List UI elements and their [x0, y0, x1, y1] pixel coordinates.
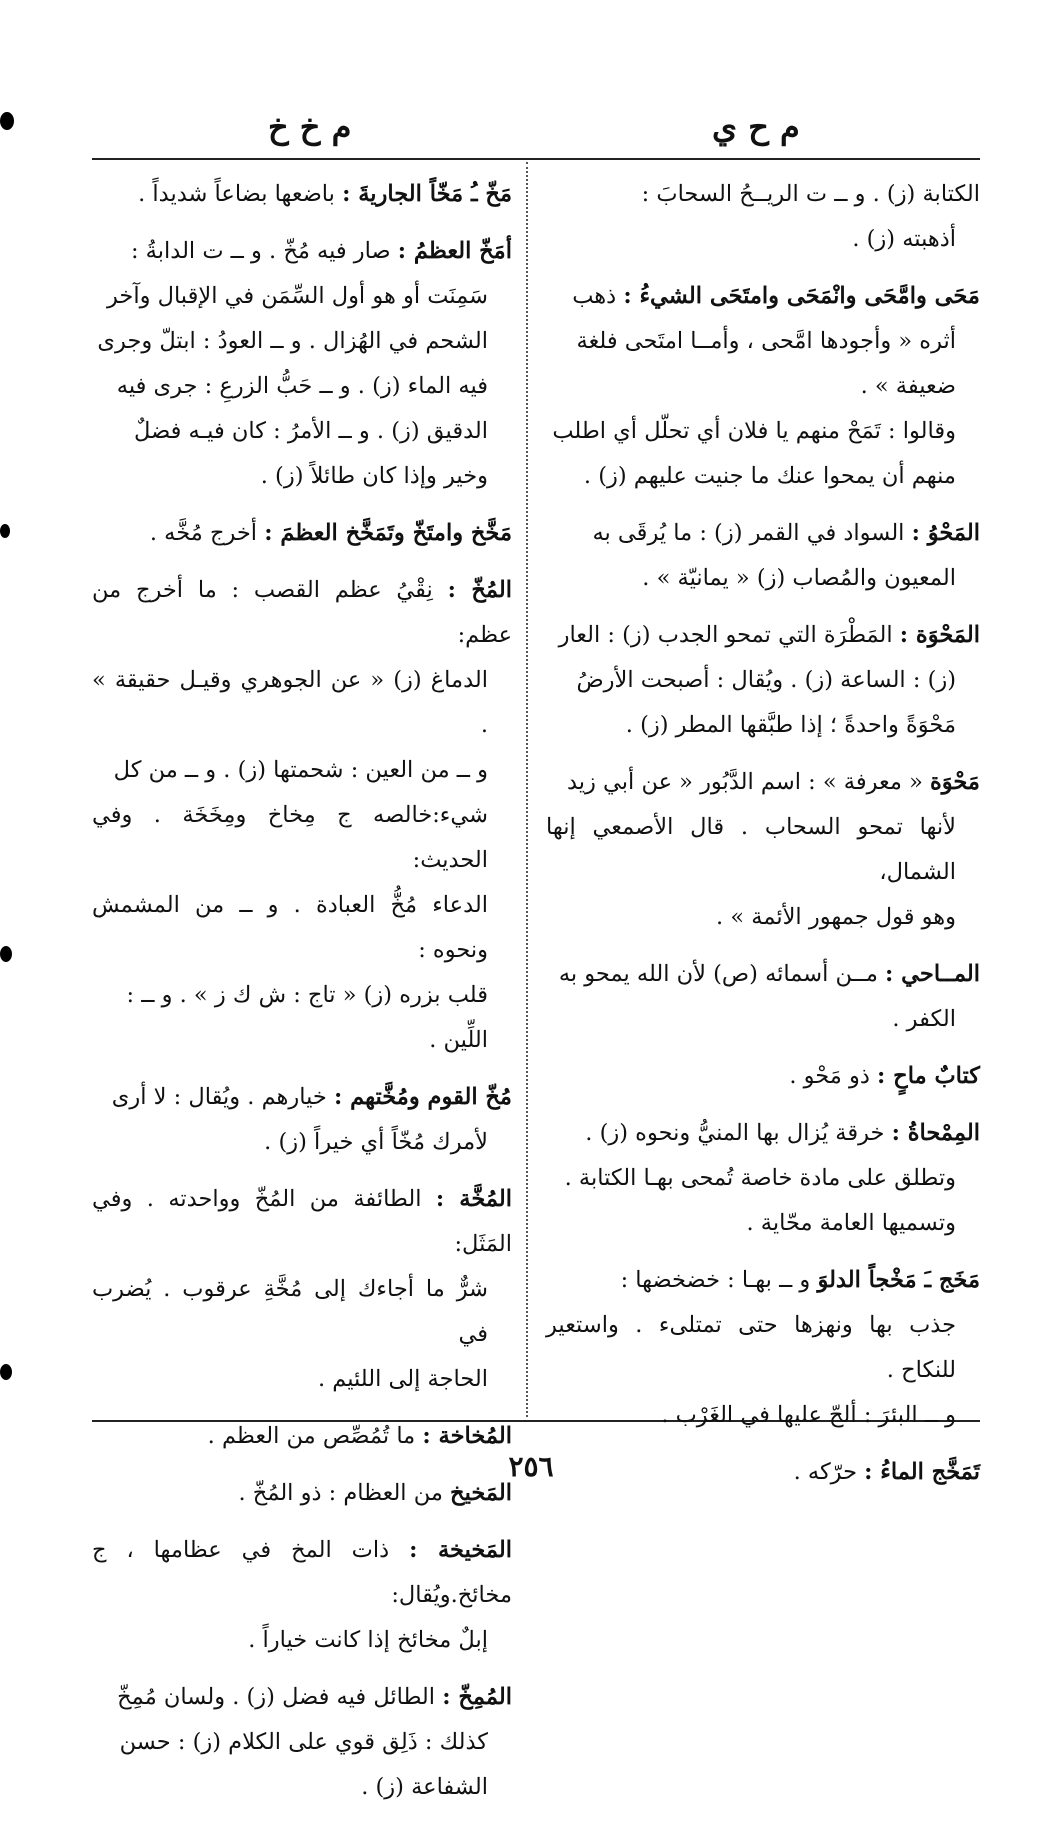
headword: مَخَّخ وامتَخّ وتَمَخَّخ العظمَ : — [264, 520, 512, 546]
definition-text: مــن أسمائه (ص) لأن الله يمحو به — [558, 961, 878, 987]
entry-line — [546, 760, 980, 805]
headword: أمَخّ العظمُ : — [397, 238, 512, 264]
dictionary-entry — [546, 760, 980, 940]
entry-line — [546, 658, 980, 703]
scan-mark-2 — [0, 524, 10, 538]
entry-line — [546, 895, 980, 940]
definition-text: لأمرك مُخّاً أي خيراً (ز) . — [264, 1129, 488, 1155]
headword: المَخيخة : — [409, 1537, 513, 1563]
headword: المَخيخ — [450, 1480, 512, 1506]
entry-line — [546, 1201, 980, 1246]
entry-line — [92, 973, 512, 1018]
dictionary-entry — [546, 952, 980, 1042]
dictionary-entry — [92, 1075, 512, 1165]
entry-line — [546, 364, 980, 409]
definition-text: اللِّين . — [429, 1027, 488, 1053]
dictionary-entry — [92, 568, 512, 1063]
headword: المُخَّة : — [435, 1186, 512, 1212]
entry-line — [92, 1120, 512, 1165]
dictionary-entry — [92, 1528, 512, 1663]
dictionary-entry — [546, 274, 980, 499]
entry-line — [546, 952, 980, 997]
definition-text: و ــ بهـا : خضخضها : — [620, 1267, 811, 1293]
dictionary-entry — [546, 613, 980, 748]
dictionary-entry — [92, 1177, 512, 1402]
left-column — [92, 172, 512, 1822]
entry-line — [92, 658, 512, 748]
headword: مَحَى وامَّحَى وانْمَحَى وامتَحَى الشيءُ : — [623, 283, 980, 309]
entry-line — [92, 568, 512, 658]
entry-line — [546, 454, 980, 499]
dictionary-entry — [92, 511, 512, 556]
entry-line — [92, 1177, 512, 1267]
entry-line — [546, 805, 980, 895]
definition-text: فيه الماء (ز) . و ــ حَبُّ الزرعِ : جرى فيه — [116, 373, 488, 399]
dictionary-entry — [546, 511, 980, 601]
definition-text: المَطْرَة التي تمحو الجدب (ز) : العار — [558, 622, 893, 648]
headword: كتابٌ ماحٍ : — [877, 1063, 980, 1089]
entry-line — [92, 454, 512, 499]
entry-line — [92, 1075, 512, 1120]
entry-line — [546, 556, 980, 601]
header-right-root: م ح ي — [712, 108, 800, 146]
entry-line — [92, 1357, 512, 1402]
dictionary-entry — [92, 172, 512, 217]
entry-line — [546, 274, 980, 319]
definition-text: الشحم في الهُزال . و ــ العودُ : ابتلّ وجرى — [97, 328, 488, 354]
scan-mark-1 — [0, 112, 14, 130]
scan-mark-3 — [0, 946, 12, 962]
headword: مَخّ ـُ مَخّاً الجاريةَ : — [342, 181, 512, 207]
entry-line — [546, 1111, 980, 1156]
entry-line — [546, 1393, 980, 1438]
entry-line — [92, 1267, 512, 1357]
definition-text: شرٌّ ما أجاءك إلى مُخَّةِ عرقوب . يُضرب في — [92, 1276, 488, 1347]
entry-line — [546, 703, 980, 748]
dictionary-entry — [546, 1258, 980, 1438]
definition-text: السواد في القمر (ز) : ما يُرقَى به — [592, 520, 905, 546]
entry-line — [546, 1156, 980, 1201]
entry-line — [92, 229, 512, 274]
entry-line — [546, 511, 980, 556]
entry-line — [92, 172, 512, 217]
entry-line — [92, 274, 512, 319]
entry-line — [546, 1054, 980, 1099]
entry-line — [92, 1528, 512, 1618]
headword: المُخاخة : — [422, 1423, 512, 1449]
entry-line — [92, 1675, 512, 1720]
top-rule — [92, 158, 980, 160]
definition-text: كذلك : ذَلِق قوي على الكلام (ز) : حسن — [119, 1729, 488, 1755]
headword: مَخَج ـَ مَخْجاً الدلوَ — [817, 1267, 980, 1293]
definition-text: (ز) : الساعة (ز) . ويُقال : أصبحت الأرضُ — [576, 667, 956, 693]
column-divider — [526, 162, 528, 1417]
definition-text: أذهبته (ز) . — [852, 226, 956, 252]
definition-text: من العظام : ذو المُخّ . — [238, 1480, 443, 1506]
definition-text: وهو قول جمهور الأئمة » . — [716, 904, 956, 930]
definition-text: و ــ البئرَ : ألحّ عليها في الغَرْب . — [661, 1402, 956, 1428]
definition-text: الدماغ (ز) « عن الجوهري وقيـل حقيقة » . — [92, 667, 488, 738]
headword: مُخّ القوم ومُخَّتهم : — [333, 1084, 512, 1110]
headword: المَحْوُ : — [911, 520, 980, 546]
entry-line — [92, 511, 512, 556]
definition-text: لأنها تمحو السحاب . قال الأصمعي إنها الشمال، — [546, 814, 956, 885]
definition-text: حرّكه . — [793, 1459, 857, 1485]
definition-text: « معرفة » : اسم الدَّبُور « عن أبي زيد — [566, 769, 923, 795]
definition-text: شيء:خالصه ج مِخاخ ومِخَخَة . وفي الحديث: — [92, 802, 488, 873]
entry-line — [92, 364, 512, 409]
definition-text: جذب بها ونهزها حتى تمتلىء . واستعير للنكاح . — [546, 1312, 956, 1383]
definition-text: منهم أن يمحوا عنك ما جنيت عليهم (ز) . — [583, 463, 956, 489]
definition-text: خرقة يُزال بها المنيُّ ونحوه (ز) . — [585, 1120, 885, 1146]
definition-text: نِقْيُ عظم القصب : ما أخرج من عظم: — [92, 577, 512, 648]
dictionary-entry — [546, 1111, 980, 1246]
dictionary-entry — [546, 172, 980, 262]
entry-line — [546, 997, 980, 1042]
headword: المِمْحاةُ : — [891, 1120, 980, 1146]
entry-line — [92, 1618, 512, 1663]
entry-line — [546, 217, 980, 262]
entry-line — [92, 883, 512, 973]
headword: مَحْوَة — [930, 769, 980, 795]
headword: المَحْوَة : — [899, 622, 980, 648]
definition-text: الطائفة من المُخّ وواحدته . وفي المَثَل: — [92, 1186, 512, 1257]
definition-text: ذو مَحْو . — [789, 1063, 870, 1089]
definition-text: باضعها بضاعاً شديداً . — [138, 181, 335, 207]
definition-text: خيارهم . ويُقال : لا أرى — [111, 1084, 327, 1110]
headword: المــاحي : — [885, 961, 980, 987]
definition-text: وقالوا : تَمَحْ منهم يا فلان أي تحلّل أي اطلب — [552, 418, 956, 444]
definition-text: وتطلق على مادة خاصة تُمحى بهـا الكتابة . — [564, 1165, 956, 1191]
definition-text: أثره « وأجودها امَّحى ، وأمــا امتَحى فلغة — [576, 328, 956, 354]
dictionary-entry — [546, 1054, 980, 1099]
page-number: ٢٥٦ — [508, 1450, 554, 1483]
headword: تَمَخَّج الماءُ : — [864, 1459, 980, 1485]
entry-line — [546, 613, 980, 658]
entry-line — [546, 319, 980, 364]
entry-line — [92, 1018, 512, 1063]
definition-text: وتسميها العامة محّاية . — [746, 1210, 956, 1236]
entry-line — [92, 748, 512, 793]
definition-text: و ــ من العين : شحمتها (ز) . و ــ من كل — [113, 757, 488, 783]
entry-line — [92, 1765, 512, 1810]
definition-text: ما تُمُصِّص من العظم . — [207, 1423, 416, 1449]
definition-text: المعيون والمُصاب (ز) « يمانيّة » . — [642, 565, 956, 591]
entry-line — [92, 1720, 512, 1765]
definition-text: صار فيه مُخّ . و ــ ت الدابةُ : — [130, 238, 391, 264]
definition-text: الكفر . — [892, 1006, 956, 1032]
definition-text: ذات المخ في عظامها ، ج مخائخ.ويُقال: — [92, 1537, 512, 1608]
entry-line — [546, 1303, 980, 1393]
scan-mark-4 — [0, 1364, 12, 1380]
definition-text: الشفاعة (ز) . — [361, 1774, 488, 1800]
entry-line — [546, 409, 980, 454]
entry-line — [92, 409, 512, 454]
entry-line — [92, 793, 512, 883]
headword: المُمِخّ : — [442, 1684, 512, 1710]
definition-text: الحاجة إلى اللئيم . — [317, 1366, 488, 1392]
definition-text: الدقيق (ز) . و ــ الأمرُ : كان فيـه فضلٌ — [134, 418, 488, 444]
entry-line — [92, 319, 512, 364]
definition-text: قلب بزره (ز) « تاج : ش ك ز » . و ــ : — [126, 982, 488, 1008]
definition-text: إبلٌ مخائخ إذا كانت خياراً . — [248, 1627, 488, 1653]
dictionary-entry — [92, 1675, 512, 1810]
definition-text: الكتابة (ز) . و ــ ت الريــحُ السحابَ : — [641, 181, 980, 207]
headword: المُخّ : — [447, 577, 512, 603]
definition-text: سَمِنَت أو هو أول السِّمَن في الإقبال وآخر — [107, 283, 488, 309]
definition-text: الطائل فيه فضل (ز) . ولسان مُمِخّ — [117, 1684, 436, 1710]
entry-line — [546, 1258, 980, 1303]
definition-text: مَحْوَةً واحدةً ؛ إذا طبَّقها المطر (ز) . — [625, 712, 956, 738]
right-column — [546, 172, 980, 1507]
definition-text: ذهب — [572, 283, 617, 309]
definition-text: أخرج مُخَّه . — [149, 520, 258, 546]
entry-line — [546, 172, 980, 217]
header-left-root: م خ خ — [268, 108, 352, 146]
definition-text: ضعيفة » . — [860, 373, 956, 399]
dictionary-entry — [92, 229, 512, 499]
definition-text: الدعاء مُخُّ العبادة . و ــ من المشمش ونحوه : — [92, 892, 488, 963]
definition-text: وخير وإذا كان طائلاً (ز) . — [260, 463, 488, 489]
